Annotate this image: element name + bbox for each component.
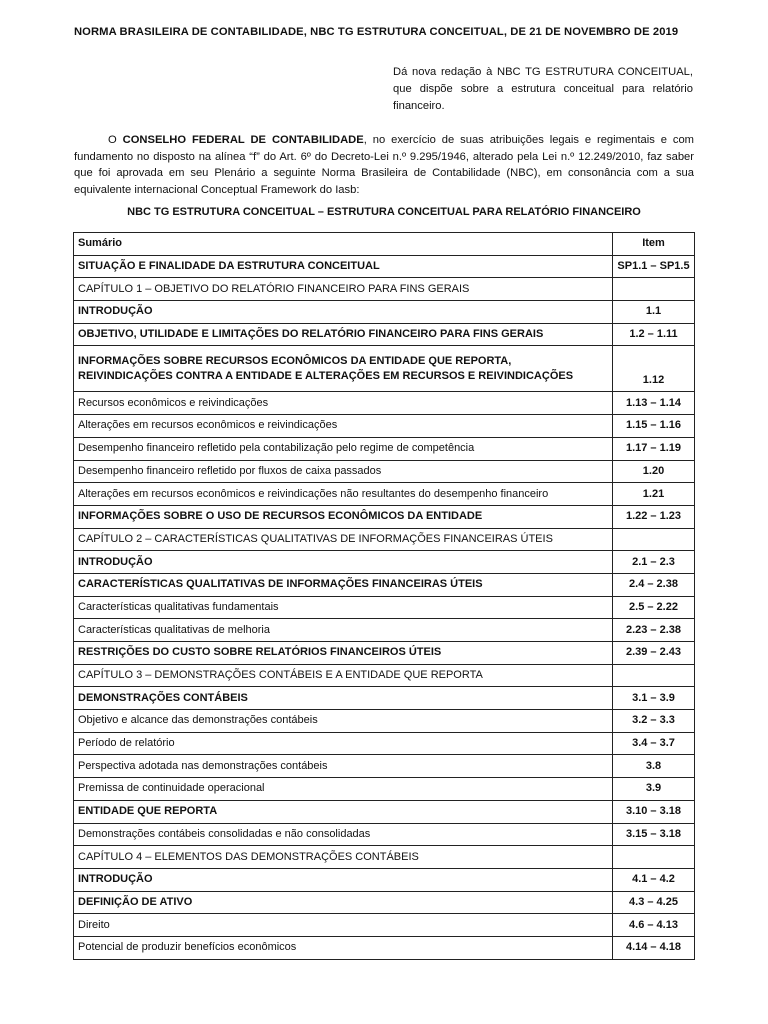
row-item-range: 3.4 – 3.7 bbox=[613, 732, 695, 755]
table-row bbox=[74, 415, 695, 438]
table-row bbox=[74, 392, 695, 415]
row-description: INTRODUÇÃO bbox=[74, 301, 613, 324]
row-item-range: 1.2 – 1.11 bbox=[613, 323, 695, 346]
row-item-range: 1.15 – 1.16 bbox=[613, 415, 695, 438]
table-row bbox=[74, 619, 695, 642]
table-row bbox=[74, 323, 695, 346]
row-item-range: 3.1 – 3.9 bbox=[613, 687, 695, 710]
table-row bbox=[74, 891, 695, 914]
preamble-rest: , no exercício de suas atribuições legais e regimentais e com fundamento no disposto na alínea “f” do Art. 6º do Decreto-Lei n.º 9.295/1946, alterado pela Lei n.º 12.249/2010, faz saber que foi aprovada em seu Plenário a seguinte Norma Brasileira de Contabilidade (NBC), em consonância com a sua equivalente internacional Conceptual Framework do Iasb: bbox=[74, 134, 695, 196]
row-item-range: 4.1 – 4.2 bbox=[613, 868, 695, 891]
row-description: Objetivo e alcance das demonstrações contábeis bbox=[74, 710, 613, 733]
row-description: ENTIDADE QUE REPORTA bbox=[74, 800, 613, 823]
ementa-paragraph: Dá nova redação à NBC TG ESTRUTURA CONCEITUAL, que dispõe sobre a estrutura conceitual para relatório financeiro. bbox=[393, 66, 693, 112]
row-item-range: 4.3 – 4.25 bbox=[613, 891, 695, 914]
row-item-range: 1.1 bbox=[613, 301, 695, 324]
row-item-range: 1.17 – 1.19 bbox=[613, 437, 695, 460]
table-title: NBC TG ESTRUTURA CONCEITUAL – ESTRUTURA CONCEITUAL PARA RELATÓRIO FINANCEIRO bbox=[127, 206, 641, 218]
row-description: SITUAÇÃO E FINALIDADE DA ESTRUTURA CONCEITUAL bbox=[74, 255, 613, 278]
document-title: NORMA BRASILEIRA DE CONTABILIDADE, NBC TG ESTRUTURA CONCEITUAL, DE 21 DE NOVEMBRO DE 2019 bbox=[74, 26, 679, 38]
row-item-range: 2.4 – 2.38 bbox=[613, 573, 695, 596]
summary-table bbox=[73, 232, 695, 960]
preamble-lead: O bbox=[108, 134, 123, 146]
row-item-range: 4.6 – 4.13 bbox=[613, 914, 695, 937]
table-row bbox=[74, 460, 695, 483]
row-description: Desempenho financeiro refletido pela contabilização pelo regime de competência bbox=[74, 437, 613, 460]
row-item-range: 3.9 bbox=[613, 778, 695, 801]
table-header-row bbox=[74, 233, 695, 256]
row-item-range: 2.23 – 2.38 bbox=[613, 619, 695, 642]
row-description: Recursos econômicos e reivindicações bbox=[74, 392, 613, 415]
table-row bbox=[74, 596, 695, 619]
row-description: Período de relatório bbox=[74, 732, 613, 755]
table-row bbox=[74, 732, 695, 755]
row-description: CAPÍTULO 2 – CARACTERÍSTICAS QUALITATIVAS DE INFORMAÇÕES FINANCEIRAS ÚTEIS bbox=[74, 528, 613, 551]
table-row bbox=[74, 936, 695, 959]
row-item-range bbox=[613, 278, 695, 301]
table-row bbox=[74, 346, 695, 392]
table-row bbox=[74, 528, 695, 551]
row-item-range: 3.15 – 3.18 bbox=[613, 823, 695, 846]
table-row bbox=[74, 664, 695, 687]
table-row bbox=[74, 301, 695, 324]
table-row bbox=[74, 437, 695, 460]
header-cell-item: Item bbox=[613, 233, 695, 256]
row-item-range bbox=[613, 846, 695, 869]
table-row bbox=[74, 642, 695, 665]
row-description: Alterações em recursos econômicos e reivindicações bbox=[74, 415, 613, 438]
table-row bbox=[74, 573, 695, 596]
row-description: Características qualitativas de melhoria bbox=[74, 619, 613, 642]
row-item-range: 2.5 – 2.22 bbox=[613, 596, 695, 619]
row-description: DEFINIÇÃO DE ATIVO bbox=[74, 891, 613, 914]
row-description: Premissa de continuidade operacional bbox=[74, 778, 613, 801]
row-description: INTRODUÇÃO bbox=[74, 551, 613, 574]
row-description: Alterações em recursos econômicos e reivindicações não resultantes do desempenho financeiro bbox=[74, 483, 613, 506]
row-item-range: 1.21 bbox=[613, 483, 695, 506]
row-description: Potencial de produzir benefícios econômicos bbox=[74, 936, 613, 959]
header-cell-summary: Sumário bbox=[74, 233, 613, 256]
row-description: Perspectiva adotada nas demonstrações contábeis bbox=[74, 755, 613, 778]
row-item-range: 3.8 bbox=[613, 755, 695, 778]
row-item-range: 2.39 – 2.43 bbox=[613, 642, 695, 665]
row-description: OBJETIVO, UTILIDADE E LIMITAÇÕES DO RELATÓRIO FINANCEIRO PARA FINS GERAIS bbox=[74, 323, 613, 346]
table-row bbox=[74, 483, 695, 506]
table-row bbox=[74, 551, 695, 574]
table-row bbox=[74, 800, 695, 823]
table-row bbox=[74, 914, 695, 937]
row-description: DEMONSTRAÇÕES CONTÁBEIS bbox=[74, 687, 613, 710]
row-item-range: 3.10 – 3.18 bbox=[613, 800, 695, 823]
row-description: INFORMAÇÕES SOBRE O USO DE RECURSOS ECONÔMICOS DA ENTIDADE bbox=[74, 505, 613, 528]
preamble-paragraph bbox=[74, 132, 694, 198]
row-description: Demonstrações contábeis consolidadas e não consolidadas bbox=[74, 823, 613, 846]
row-item-range: 2.1 – 2.3 bbox=[613, 551, 695, 574]
row-description: Direito bbox=[74, 914, 613, 937]
table-row bbox=[74, 255, 695, 278]
table-row bbox=[74, 710, 695, 733]
table-row bbox=[74, 778, 695, 801]
row-description: CAPÍTULO 3 – DEMONSTRAÇÕES CONTÁBEIS E A ENTIDADE QUE REPORTA bbox=[74, 664, 613, 687]
row-description: INTRODUÇÃO bbox=[74, 868, 613, 891]
row-item-range: 1.22 – 1.23 bbox=[613, 505, 695, 528]
row-item-range bbox=[613, 664, 695, 687]
row-description: Características qualitativas fundamentais bbox=[74, 596, 613, 619]
preamble-council-name: CONSELHO FEDERAL DE CONTABILIDADE bbox=[122, 134, 364, 146]
table-row bbox=[74, 278, 695, 301]
row-description: CAPÍTULO 1 – OBJETIVO DO RELATÓRIO FINANCEIRO PARA FINS GERAIS bbox=[74, 278, 613, 301]
table-row bbox=[74, 823, 695, 846]
row-item-range bbox=[613, 528, 695, 551]
row-description: CAPÍTULO 4 – ELEMENTOS DAS DEMONSTRAÇÕES CONTÁBEIS bbox=[74, 846, 613, 869]
row-item-range: 1.13 – 1.14 bbox=[613, 392, 695, 415]
table-row bbox=[74, 846, 695, 869]
row-item-range: 4.14 – 4.18 bbox=[613, 936, 695, 959]
row-description: CARACTERÍSTICAS QUALITATIVAS DE INFORMAÇÕES FINANCEIRAS ÚTEIS bbox=[74, 573, 613, 596]
row-description: Desempenho financeiro refletido por fluxos de caixa passados bbox=[74, 460, 613, 483]
table-row bbox=[74, 755, 695, 778]
row-item-range: SP1.1 – SP1.5 bbox=[613, 255, 695, 278]
row-item-range: 1.20 bbox=[613, 460, 695, 483]
row-item-range: 1.12 bbox=[613, 346, 695, 392]
table-row bbox=[74, 868, 695, 891]
row-item-range: 3.2 – 3.3 bbox=[613, 710, 695, 733]
row-description: INFORMAÇÕES SOBRE RECURSOS ECONÔMICOS DA ENTIDADE QUE REPORTA, REIVINDICAÇÕES CONTRA A ENTIDADE E ALTERAÇÕES EM RECURSOS E REIVINDICAÇÕES bbox=[74, 346, 613, 392]
table-row bbox=[74, 505, 695, 528]
table-row bbox=[74, 687, 695, 710]
row-description: RESTRIÇÕES DO CUSTO SOBRE RELATÓRIOS FINANCEIROS ÚTEIS bbox=[74, 642, 613, 665]
